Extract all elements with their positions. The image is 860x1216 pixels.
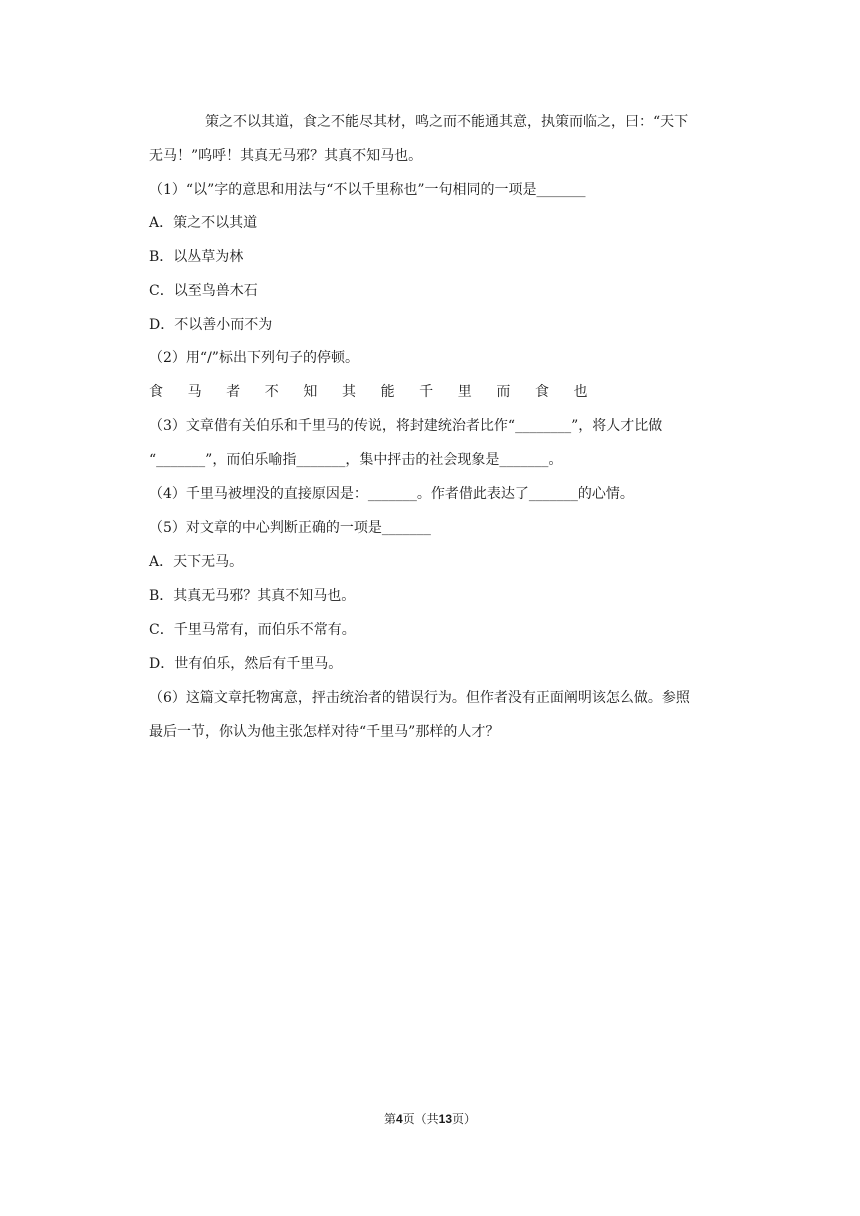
sentence-char: 食 <box>534 384 549 400</box>
question-5-option-b: B．其真无马邪？其真不知马也。 <box>149 588 356 604</box>
question-5-option-c: C．千里马常有，而伯乐不常有。 <box>149 622 356 638</box>
sentence-char: 不 <box>264 384 279 400</box>
sentence-char: 知 <box>303 384 318 400</box>
sentence-char: 里 <box>457 384 472 400</box>
question-1-option-b: B．以丛草为林 <box>149 249 244 265</box>
question-2-sentence <box>149 382 749 402</box>
sentence-char: 也 <box>573 384 588 400</box>
question-3-line-1: （3）文章借有关伯乐和千里马的传说，将封建统治者比作“________”，将人才比做 <box>149 418 663 434</box>
page-footer <box>0 1111 860 1127</box>
question-5-stem: （5）对文章的中心判断正确的一项是_______ <box>149 520 431 536</box>
footer-middle: 页（共 <box>402 1112 439 1126</box>
sentence-char: 食 <box>149 384 163 400</box>
sentence-char: 能 <box>380 384 395 400</box>
question-5-option-d: D．世有伯乐，然后有千里马。 <box>149 656 343 672</box>
footer-prefix: 第 <box>383 1112 396 1126</box>
footer-page-number: 4 <box>395 1112 403 1126</box>
question-4-stem: （4）千里马被埋没的直接原因是：_______。作者借此表达了_______的心情。 <box>149 486 634 502</box>
question-1-option-d: D．不以善小而不为 <box>149 317 273 333</box>
question-3-line-2: “_______”，而伯乐喻指_______，集中抨击的社会现象是_______。 <box>149 452 563 468</box>
footer-total-pages: 13 <box>438 1112 453 1126</box>
sentence-char: 马 <box>187 384 202 400</box>
question-1-option-a: A．策之不以其道 <box>149 215 258 231</box>
question-1-stem: （1）“以”字的意思和用法与“不以千里称也”一句相同的一项是_______ <box>149 182 586 198</box>
question-6-line-2: 最后一节，你认为他主张怎样对待“千里马”那样的人才？ <box>149 724 500 740</box>
passage-line-2: 无马！”呜呼！其真无马邪？其真不知马也。 <box>149 148 423 164</box>
sentence-char: 其 <box>341 384 356 400</box>
question-1-option-c: C．以至鸟兽木石 <box>149 283 258 299</box>
passage-line-1: 策之不以其道，食之不能尽其材，鸣之而不能通其意，执策而临之，曰：“天下 <box>205 114 689 130</box>
question-6-line-1: （6）这篇文章托物寓意，抨击统治者的错误行为。但作者没有正面阐明该怎么做。参照 <box>149 690 690 706</box>
footer-suffix: 页） <box>452 1112 477 1126</box>
sentence-char: 千 <box>419 384 434 400</box>
question-2-stem: （2）用“/”标出下列句子的停顿。 <box>149 350 359 366</box>
sentence-char: 而 <box>496 384 511 400</box>
question-5-option-a: A．天下无马。 <box>149 554 244 570</box>
sentence-char: 者 <box>226 384 241 400</box>
